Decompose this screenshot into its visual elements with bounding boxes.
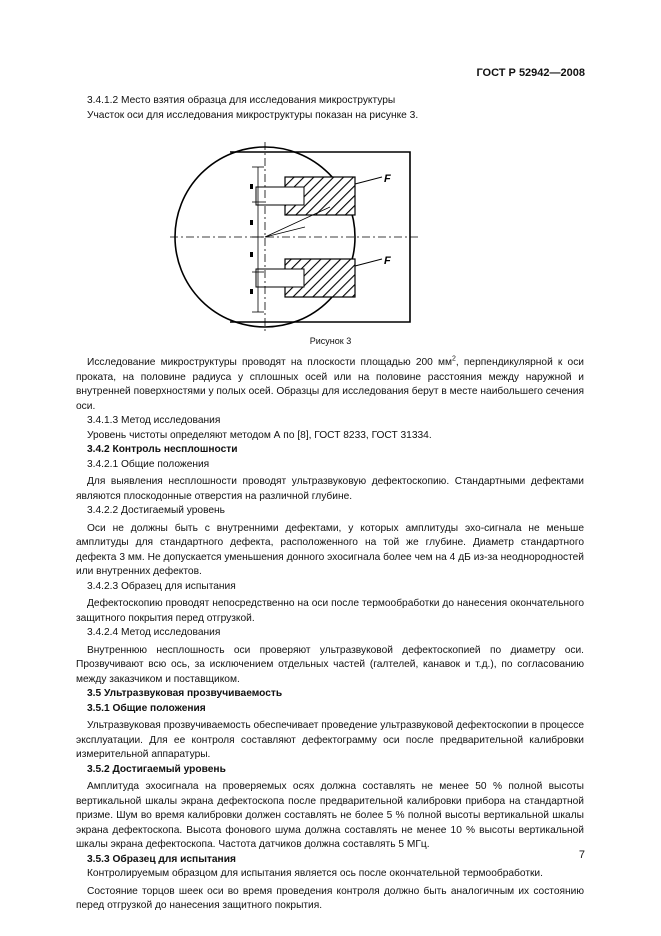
- body-text: [76, 356, 584, 914]
- specimen-zone-upper: [256, 177, 355, 215]
- force-arrow-lower: [355, 255, 391, 267]
- dimension-ticks: [250, 184, 253, 294]
- paragraph: 3.4.2.4 Метод исследования: [87, 627, 221, 638]
- paragraph: Уровень чистоты определяют методом А по [8], ГОСТ 8233, ГОСТ 31334.: [87, 429, 432, 441]
- figure-3-diagram: [170, 142, 430, 332]
- figure-caption: Рисунок 3: [309, 336, 352, 346]
- paragraph-micro: Исследование микроструктуры проводят на плоскости площадью 200 $мм^2$, перпендикулярной к оси проката, на половине радиуса у сплошных осей или на половине расстояния между наружной и внутренней поверхностями у полых осей. Образцы для исследования берут в месте наибольшего сечения оси.: [76, 355, 584, 412]
- section-heading: 3.5 Ультразвуковая прозвучиваемость: [87, 688, 283, 699]
- paragraph: Ультразвуковая прозвучиваемость обеспечивает проведение ультразвуковой дефектоскопии в процессе эксплуатации. Для ее контроля составляют дефектограмму оси после предварительной калибровки измерительной аппаратуры.: [76, 720, 585, 760]
- paragraph: 3.4.2.1 Общие положения: [87, 458, 210, 470]
- specimen-zone-lower: [256, 259, 355, 297]
- paragraph: Состояние торцов шеек оси во время проведения контроля должно быть аналогичным их состоянию перед отгрузкой до нанесения защитного покрытия.: [76, 885, 584, 911]
- section-heading: 3.5.1 Общие положения: [87, 702, 206, 714]
- paragraph: Амплитуда эхосигнала на проверяемых осях должна составлять не менее 50 % полной высоты вертикальной шкалы экрана дефектоскопа после предварительной калибровки прибора на стандартной призме. Шум во время калибровки должен составлять не более 5 % полной высоты вертикальной шкалы экрана дефектоскопа. Высота фонового шума должна составлять не менее 10 % высоты вертикальной шкалы экрана дефектоскопа. Частота датчиков должна составлять 5 МГц.: [76, 781, 584, 850]
- paragraph: 3.4.2.3 Образец для испытания: [87, 580, 236, 592]
- paragraph: Оси не должны быть с внутренними дефектами, у которых амплитуды эхо-сигнала не меньше амплитуды для стандартного дефекта, расположенного на той же глубине. Диаметр стандартного дефекта 3 мм. Не допускается уменьшения донного эхосигнала более чем на 4 дБ из-за неоднородностей или внутренних дефектов.: [76, 522, 584, 577]
- page-number: 7: [578, 849, 585, 861]
- section-heading-3-4-1-2: 3.4.1.2 Место взятия образца для исследования микроструктуры: [87, 95, 396, 106]
- paragraph-list: [76, 414, 584, 914]
- center-axis-lines: [170, 142, 420, 332]
- force-arrow-upper: [355, 173, 391, 185]
- document-header: ГОСТ Р 52942—2008: [476, 67, 585, 79]
- paragraph: 3.4.1.3 Метод исследования: [87, 415, 221, 426]
- force-label-upper: F: [384, 173, 391, 185]
- paragraph: Внутреннюю несплошность оси проверяют ультразвуковой дефектоскопией по диаметру оси. Прозвучивают всю ось, за исключением отдельных частей (галтелей, канавок и т.д.), по согласованию между заказчиком и поставщиком.: [76, 644, 584, 685]
- section-heading: 3.5.2 Достигаемый уровень: [87, 763, 226, 775]
- paragraph: 3.4.2.2 Достигаемый уровень: [87, 505, 225, 516]
- force-label-lower: F: [384, 255, 391, 267]
- section-heading: 3.4.2 Контроль несплошности: [87, 444, 238, 455]
- paragraph: Контролируемым образцом для испытания является ось после окончательной термообработки.: [87, 868, 543, 879]
- paragraph: Дефектоскопию проводят непосредственно на оси после термообработки до нанесения окончательного защитного покрытия перед отгрузкой.: [76, 598, 584, 624]
- intro-block: [76, 94, 584, 123]
- figure-reference-paragraph: Участок оси для исследования микроструктуры показан на рисунке 3.: [87, 109, 419, 121]
- section-heading: 3.5.3 Образец для испытания: [87, 853, 236, 865]
- paragraph: Для выявления несплошности проводят ультразвуковую дефектоскопию. Стандартными дефектами являются плоскодонные отверстия на различной глубине.: [76, 476, 584, 502]
